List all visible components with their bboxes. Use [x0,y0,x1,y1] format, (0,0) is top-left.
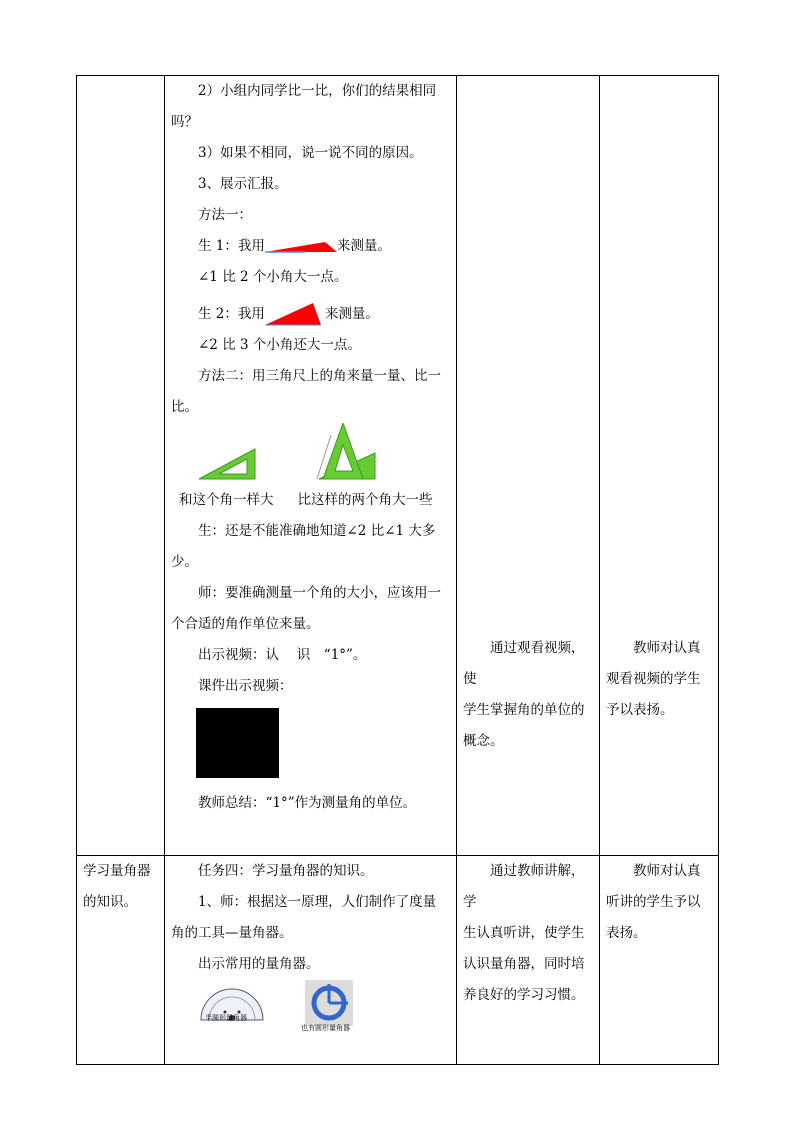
text-line: 教师总结：“1°”作为测量角的单位。 [198,795,417,811]
lesson-table [76,75,719,1065]
text-line: 少。 [171,554,198,570]
caption-bigger-angle: 比这样的两个角大一些 [297,492,433,508]
table-row [77,76,719,856]
text-line: 角的工具—量角器。 [171,925,293,941]
text-line: 比。 [171,399,198,415]
student2-line [165,299,456,330]
video-player[interactable] [196,708,279,778]
table-row [77,856,719,1065]
text-line: 生认真听讲，使学生 [463,925,585,941]
row1-activity-cell [165,76,457,856]
row2-activity-cell [165,856,457,1065]
text-line: 通过教师讲解，学 [463,863,585,910]
caption-circular-protractor: 也有圆形量角器 [301,1024,350,1032]
student2-prefix: 生 2：我用 [198,306,265,322]
row2-eval-cell [600,856,719,1065]
text-line: 的知识。 [83,894,137,910]
text-line: 方法二：用三角尺上的角来量一量、比一 [198,368,441,384]
row1-purpose-cell [457,76,600,856]
text-line: 予以表扬。 [606,702,674,718]
text-line: 养良好的学习习惯。 [463,987,585,1003]
caption-same-angle: 和这个角一样大 [179,492,274,508]
text-line: 课件出示视频： [198,678,293,694]
text-line: 3）如果不相同，说一说不同的原因。 [198,145,423,161]
text-line: ∠2 比 3 个小角还大一点。 [198,337,361,353]
wide-red-triangle-image [265,303,325,327]
student1-suffix: 来测量。 [336,238,391,254]
text-line: 任务四：学习量角器的知识。 [198,863,374,879]
text-line: 出示常用的量角器。 [198,956,320,972]
text-line: 听讲的学生予以 [606,894,701,910]
row1-eval-cell [600,76,719,856]
text-line: 方法一： [198,207,252,223]
caption-semicircle-protractor: 半圆形量角器 [205,1014,247,1022]
text-line: 个合适的角作单位来量。 [171,616,320,632]
text-line: 吗？ [171,114,198,130]
text-line: 出示视频：认 识 “1°”。 [198,647,367,663]
text-line: 2）小组内同学比一比，你们的结果相同 [198,83,437,99]
row2-stage-cell [77,856,165,1065]
circular-protractor-image [305,980,353,1026]
text-line: ∠1 比 2 个小角大一点。 [198,269,348,285]
text-line: 1、师：根据这一原理，人们制作了度量 [198,894,437,910]
text-line: 师：要准确测量一个角的大小，应该用一 [198,585,441,601]
text-line: 生：还是不能准确地知道∠2 比∠1 大多 [198,523,436,539]
student1-line [165,231,456,262]
protractor-images [165,980,456,1060]
thin-red-triangle-image [265,240,337,254]
text-line: 观看视频的学生 [606,671,701,687]
set-square-right-image [313,423,377,483]
student2-suffix: 来测量。 [324,306,379,322]
text-line: 学习量角器 [83,863,151,879]
row2-purpose-cell [457,856,600,1065]
row1-stage-cell [77,76,165,856]
student1-prefix: 生 1：我用 [198,238,265,254]
text-line: 教师对认真 [633,640,701,656]
text-line: 认识量角器，同时培 [463,956,585,972]
set-square-images [165,423,456,485]
text-line: 学生掌握角的单位的 [463,702,585,718]
text-line: 通过观看视频，使 [463,640,585,687]
text-line: 表扬。 [606,925,647,941]
set-square-left-image [199,447,259,481]
text-line: 教师对认真 [633,863,701,879]
text-line: 3、展示汇报。 [198,176,288,192]
set-square-captions [165,485,456,516]
text-line: 概念。 [463,733,504,749]
